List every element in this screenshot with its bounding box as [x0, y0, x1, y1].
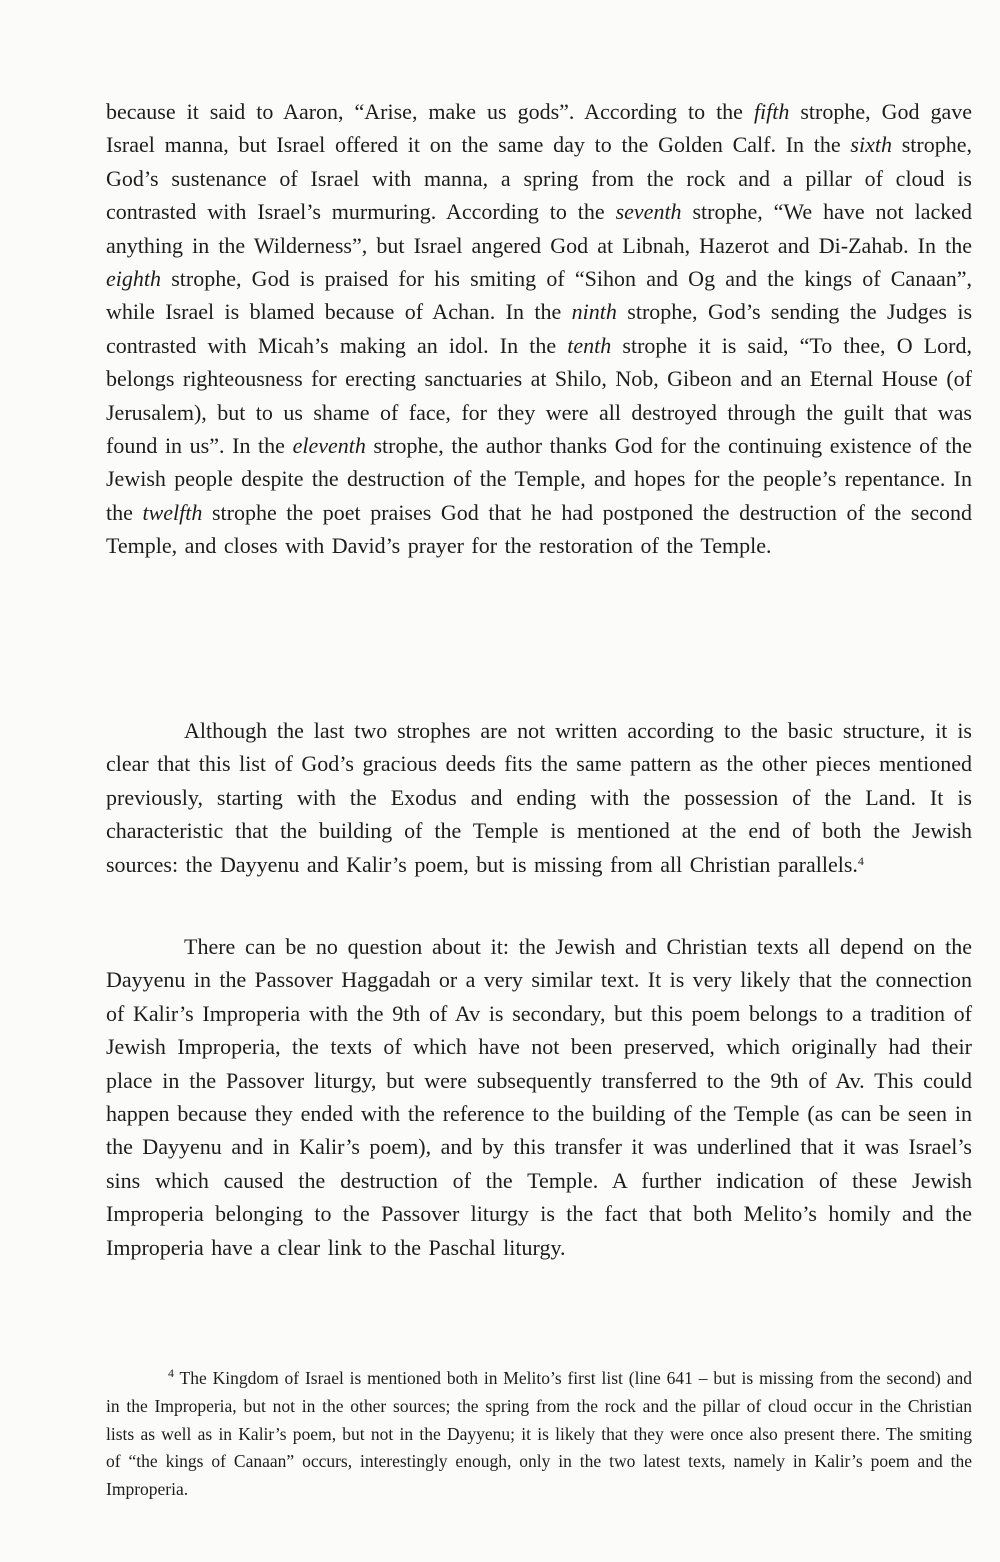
footnote-text: The Kingdom of Israel is mentioned both in Melito’s first list (line 641 – but is missing from the second) and in the Improperia, but not in the other sources; the spring from the rock and the pillar of cloud occur in the Christian lists as well as in Kalir’s poem, but not in the Dayyenu; it is likely that they were once also present there. The smiting of “the kings of Canaan” occurs, interestingly enough, only in the two latest texts, namely in Kalir’s poem and the Improperia.	[106, 1368, 972, 1500]
body-paragraph-2	[106, 714, 972, 881]
footnote	[106, 1365, 972, 1504]
italic-ordinal: eleventh	[292, 433, 366, 459]
body-paragraph-3	[106, 930, 972, 1264]
italic-ordinal: twelfth	[142, 499, 203, 525]
paragraph-1-text: strophe the poet praises God that he had postponed the destruction of the second Temple, and closes with David’s prayer for the restoration of the Temple.	[106, 499, 972, 559]
paragraph-1-text: strophe, God’s sustenance of Israel with manna, a spring from the rock and a pillar of cloud is contrasted with Israel’s murmuring. According to the	[106, 132, 972, 225]
paragraph-1-text: strophe, God’s sending the Judges is contrasted with Micah’s making an idol. In the	[106, 299, 973, 358]
paragraph-1-text: strophe it is said, “To thee, O Lord, belongs righteousness for erecting sanctuaries at Shilo, Nob, Gibeon and an Eternal House (of Jerusalem), but to us shame of face, for they were all destroyed through the guilt that was found in us”. In the	[106, 332, 973, 459]
paragraph-1-text: strophe, God gave Israel manna, but Israel offered it on the same day to the Golden Calf. In the	[106, 99, 972, 158]
italic-ordinal: ninth	[571, 299, 617, 325]
paragraph-1-text: strophe, “We have not lacked anything in the Wilderness”, but Israel angered God at Libnah, Hazerot and Di-Zahab. In the	[106, 199, 972, 258]
body-paragraph-1	[106, 95, 972, 563]
paragraph-2-text: Although the last two strophes are not written according to the basic structure, it is clear that this list of God’s gracious deeds fits the same pattern as the other pieces mentioned previously, starting with the Exodus and ending with the possession of the Land. It is characteristic that the building of the Temple is mentioned at the end of both the Jewish sources: the Dayyenu and Kalir’s poem, but is missing from all Christian parallels.	[106, 718, 972, 877]
paragraph-1-text: strophe, God is praised for his smiting of “Sihon and Og and the kings of Canaan”, while Israel is blamed because of Achan. In the	[106, 266, 972, 325]
italic-ordinal: sixth	[850, 132, 892, 158]
italic-ordinal: eighth	[106, 266, 161, 292]
paragraph-3-text: There can be no question about it: the Jewish and Christian texts all depend on the Dayyenu in the Passover Haggadah or a very similar text. It is very likely that the connection of Kalir’s Improperia with the 9th of Av is secondary, but this poem belongs to a tradition of Jewish Improperia, the texts of which have not been preserved, which originally had their place in the Passover liturgy, but were subsequently transferred to the 9th of Av. This could happen because they ended with the reference to the building of the Temple (as can be seen in the Dayyenu and in Kalir’s poem), and by this transfer it was underlined that it was Israel’s sins which caused the destruction of the Temple. A further indication of these Jewish Improperia belonging to the Passover liturgy is the fact that both Melito’s homily and the Improperia have a clear link to the Paschal liturgy.	[106, 934, 972, 1260]
paragraph-1-text: because it said to Aaron, “Arise, make us gods”. According to the	[106, 99, 754, 124]
footnote-reference[interactable]: 4	[857, 853, 864, 868]
footnote-number: 4	[168, 1366, 174, 1380]
italic-ordinal: fifth	[753, 99, 790, 124]
paragraph-1-text: strophe, the author thanks God for the continuing existence of the Jewish people despite the destruction of the Temple, and hopes for the people’s repentance. In the	[106, 433, 972, 525]
italic-ordinal: tenth	[567, 332, 612, 358]
italic-ordinal: seventh	[615, 199, 682, 225]
